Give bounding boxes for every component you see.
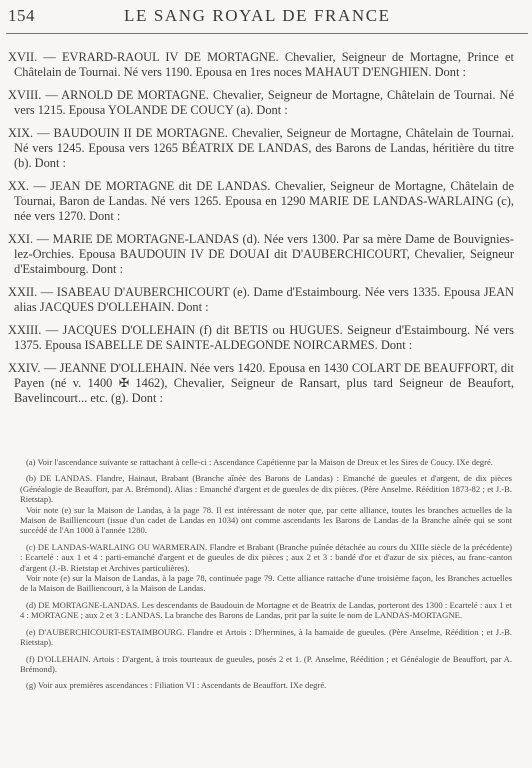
- footnote-f: [20, 654, 512, 675]
- entry-xix: XIX. — BAUDOUIN II DE MORTAGNE. Chevalier, Seigneur de Mortagne, Châtelain de Tournai. Né vers 1245. Epousa vers 1265 BÉATRIX DE LANDAS, des Barons de Landas, héritière du titre (b). Dont :: [8, 126, 514, 170]
- footnote-text: (d) DE MORTAGNE-LANDAS. Les descendants de Baudouin de Mortagne et de Beatrix de Landas, porteront des 1300 : Ecartelé : aux 1 et 4 : MORTAGNE ; aux 2 et 3 : LANDAS. La branche des Barons de Landas, prit par la suite le nom de LANDAS-MORTAGNE.: [20, 599, 512, 621]
- footnote-e: [20, 627, 512, 648]
- entry-xxii: XXII. — ISABEAU D'AUBERCHICOURT (e). Dame d'Estaimbourg. Née vers 1335. Epousa JEAN alias JACQUES D'OLLEHAIN. Dont :: [8, 285, 514, 314]
- footnote-text: (c) DE LANDAS-WARLAING OU WARMERAIN. Flandre et Brabant (Branche puînée détachée au cours du XIIIe siècle de la précédente) : Ecartelé : aux 1 et 4 : parti-emanché d'argent et de gueules de dix pièces ; aux 2 et 3 : bandé d'or et d'azur de six pièces, au franc-canton d'argent (J.-B. Rietstap et Archives particulières).: [20, 541, 512, 573]
- footnote-text: (a) Voir l'ascendance suivante se rattachant à celle-ci : Ascendance Capétienne par la Maison de Dreux et les Sires de Coucy. IXe degré.: [26, 457, 493, 467]
- running-title: LE SANG ROYAL DE FRANCE: [124, 6, 391, 25]
- footnote-a: [20, 457, 512, 467]
- footnote-text: (e) D'AUBERCHICOURT-ESTAIMBOURG. Flandre et Artois : D'hermines, à la hamaide de gueules. (Père Anselme, Réédition ; et J.-B. Rietstap).: [20, 626, 512, 648]
- footnote-d: [20, 600, 512, 621]
- footnote-text: Voir note (e) sur la Maison de Landas, à la page 78. Il est intéressant de noter que, par cette alliance, toutes les branches actuelles de la Maison de Bailliencourt (issue d'un cadet de Landas en 1034) ont comme ascendants les Barons de Landas de la Branche aînée qui se sont succédé de l'An 1000 à l'année 1280.: [20, 504, 512, 536]
- header-rule: [6, 33, 528, 34]
- footnotes: [20, 457, 512, 697]
- genealogy-entries: [8, 50, 514, 414]
- footnote-text: (g) Voir aux premières ascendances : Filiation VI : Ascendants de Beauffort. IXe degré.: [26, 680, 327, 691]
- entry-xx: XX. — JEAN DE MORTAGNE dit DE LANDAS. Chevalier, Seigneur de Mortagne, Châtelain de Tournai, Baron de Landas. Né vers 1265. Epousa en 1290 MARIE DE LANDAS-WARLAING (c), née vers 1270. Dont :: [8, 179, 514, 223]
- entry-xxiv: XXIV. — JEANNE D'OLLEHAIN. Née vers 1420. Epousa en 1430 COLART DE BEAUFFORT, dit Payen (né v. 1400 ✠ 1462), Chevalier, Seigneur de Ransart, plus tard Seigneur de Beaufort, Bavelincourt... etc. (g). Dont :: [8, 361, 514, 405]
- footnote-text: Voir note (e) sur la Maison de Landas, à la page 78, continuée page 79. Cette alliance rattache d'une troisième façon, les Branches actuelles de la Maison de Bailliencourt, à la Maison de Landas.: [20, 573, 512, 594]
- footnote-text: (b) DE LANDAS. Flandre, Hainaut, Brabant (Branche aînée des Barons de Landas) : Emanché de gueules et d'argent, de dix pièces (Généalogie de Beauffort, par A. Brémond). Alias : Emanché d'argent et de gueules de dix pièces. (Père Anselme. Réédition 1873-82 ; et J.-B. Rietstap).: [20, 473, 512, 505]
- footnote-text: (f) D'OLLEHAIN. Artois : D'argent, à trois tourteaux de gueules, posés 2 et 1. (P. Anselme, Réédition ; et Généalogie de Beauffort, par A. Brémond).: [20, 653, 512, 674]
- footnote-b: [20, 473, 512, 535]
- entry-xviii: XVIII. — ARNOLD DE MORTAGNE. Chevalier, Seigneur de Mortagne, Châtelain de Tournai. Né vers 1215. Epousa YOLANDE DE COUCY (a). Dont :: [8, 88, 514, 117]
- entry-xxiii: XXIII. — JACQUES D'OLLEHAIN (f) dit BETIS ou HUGUES. Seigneur d'Estaimbourg. Né vers 1375. Epousa ISABELLE DE SAINTE-ALDEGONDE NOIRCARMES. Dont :: [8, 323, 514, 352]
- footnote-g: [20, 680, 512, 690]
- entry-xxi: XXI. — MARIE DE MORTAGNE-LANDAS (d). Née vers 1300. Par sa mère Dame de Bouvignies-lez-Orchies. Epousa BAUDOUIN IV DE DOUAI dit D'AUBERCHICOURT, Chevalier, Seigneur d'Estaimbourg. Dont :: [8, 232, 514, 276]
- entry-xvii: XVII. — EVRARD-RAOUL IV DE MORTAGNE. Chevalier, Seigneur de Mortagne, Prince et Châtelain de Tournai. Né vers 1190. Epousa en 1res noces MAHAUT D'ENGHIEN. Dont :: [8, 50, 514, 79]
- page-number: 154: [8, 6, 35, 25]
- page-header: [6, 2, 530, 32]
- footnote-c: [20, 542, 512, 594]
